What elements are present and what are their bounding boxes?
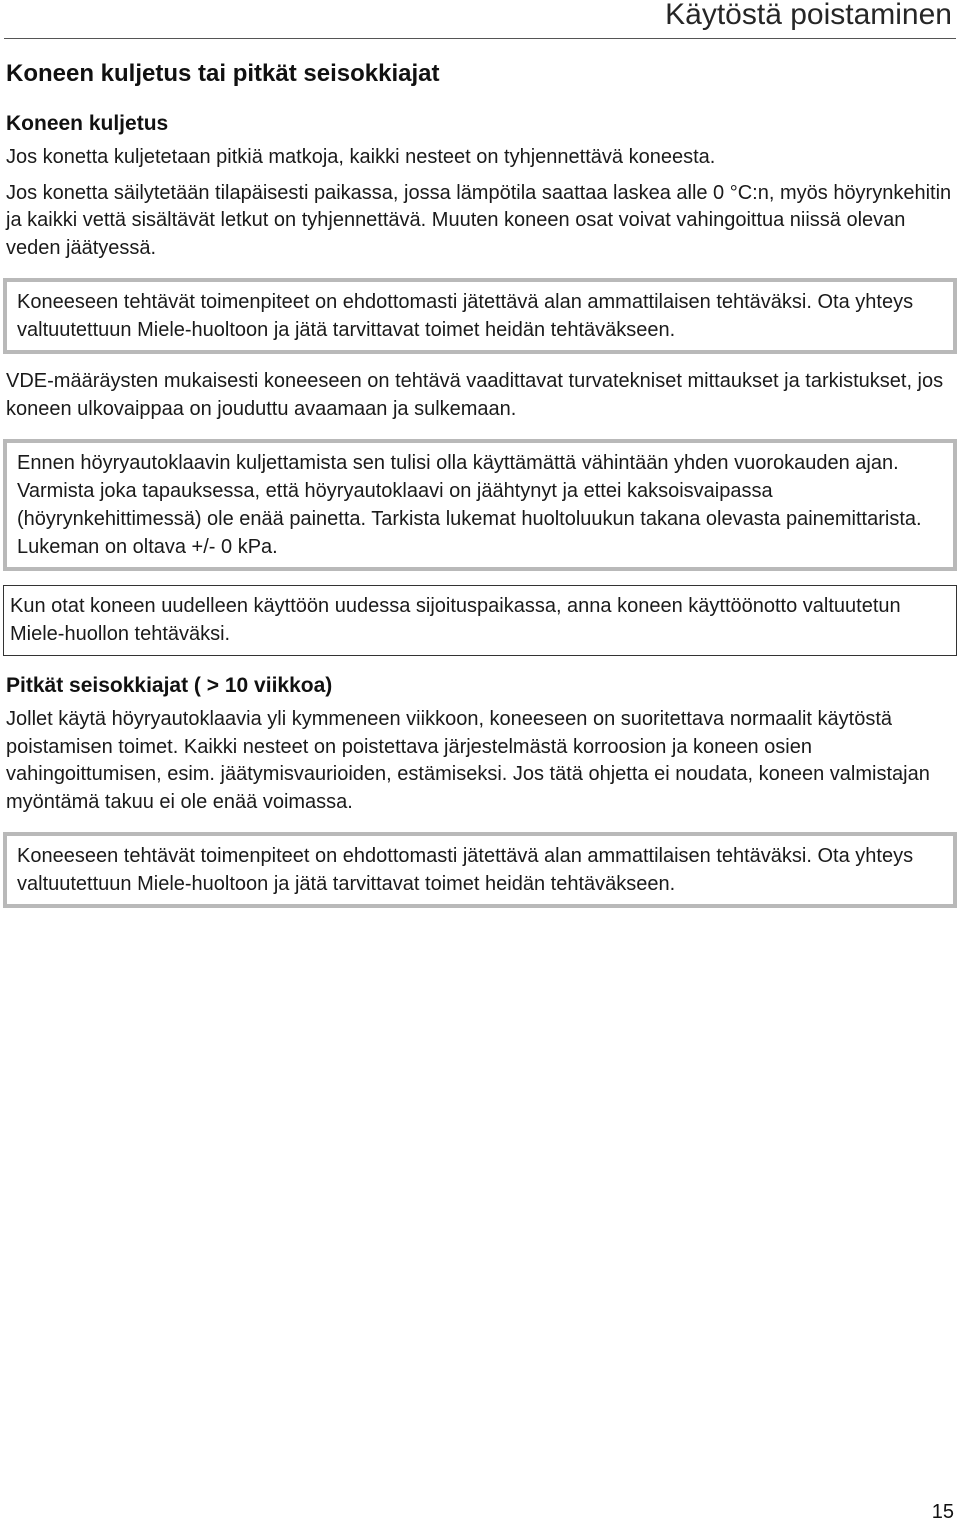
transport-paragraph-3: VDE-määräysten mukaisesti koneeseen on tehtävä vaadittavat turvatekniset mittaukset ja tarkistukset, jos koneen ulkovaippaa on jouduttu avaamaan ja sulkemaan. xyxy=(6,370,944,420)
transport-paragraph-1: Jos konetta kuljetetaan pitkiä matkoja, kaikki nesteet on tyhjennettävä koneesta. xyxy=(6,146,716,168)
warning-note-box xyxy=(3,832,957,908)
warning-note-box xyxy=(3,439,957,571)
downtime-paragraph: Jollet käytä höyryautoklaavia yli kymmeneen viikkoon, koneeseen on suoritettava normaalit käytöstä poistamisen toimet. Kaikki nesteet on poistettava järjestelmästä korroosion ja koneen osien vahingoittumisen, esim. jäätymisvaurioiden, estämiseksi. Jos tätä ohjetta ei noudata, koneen valmistajan myöntämä takuu ei ole enää voimassa. xyxy=(6,708,930,813)
transport-subheading: Koneen kuljetus xyxy=(6,112,169,135)
warning-note-text: Koneeseen tehtävät toimenpiteet on ehdottomasti jätettävä alan ammattilaisen tehtäväksi. Ota yhteys valtuutettuun Miele-huoltoon ja jätä tarvittavat toimet heidän tehtäväkseen. xyxy=(17,291,914,341)
info-box-text: Kun otat koneen uudelleen käyttöön uudessa sijoituspaikassa, anna koneen käyttöönotto valtuutetun Miele-huollon tehtäväksi. xyxy=(10,595,901,645)
page-heading: Koneen kuljetus tai pitkät seisokkiajat xyxy=(6,60,440,87)
warning-note-text: Ennen höyryautoklaavin kuljettamista sen tulisi olla käyttämättä vähintään yhden vuorokauden ajan. Varmista joka tapauksessa, että höyryautoklaavi on jäähtynyt ja ettei kaksoisvaipassa (höyrynkehittimessä) ole enää painetta. Tarkista lukemat huoltoluukun takana olevasta painemittarista. Lukeman on oltava +/- 0 kPa. xyxy=(17,452,922,558)
info-box xyxy=(3,585,957,656)
warning-note-text: Koneeseen tehtävät toimenpiteet on ehdottomasti jätettävä alan ammattilaisen tehtäväksi. Ota yhteys valtuutettuun Miele-huoltoon ja jätä tarvittavat toimet heidän tehtäväkseen. xyxy=(17,845,914,895)
section-title: Käytöstä poistaminen xyxy=(665,0,952,31)
downtime-section xyxy=(6,672,954,908)
transport-section xyxy=(6,110,954,656)
main-content xyxy=(6,58,954,922)
downtime-subheading: Pitkät seisokkiajat ( > 10 viikkoa) xyxy=(6,674,333,697)
page-number: 15 xyxy=(931,1501,954,1523)
warning-note-box xyxy=(3,278,957,354)
transport-paragraph-2: Jos konetta säilytetään tilapäisesti paikassa, jossa lämpötila saattaa laskea alle 0 °C:n, myös höyrynkehitin ja kaikki vettä sisältävät letkut on tyhjennettävä. Muuten koneen osat voivat vahingoittua niissä olevan veden jäätyessä. xyxy=(6,181,952,259)
page-header xyxy=(4,0,956,39)
